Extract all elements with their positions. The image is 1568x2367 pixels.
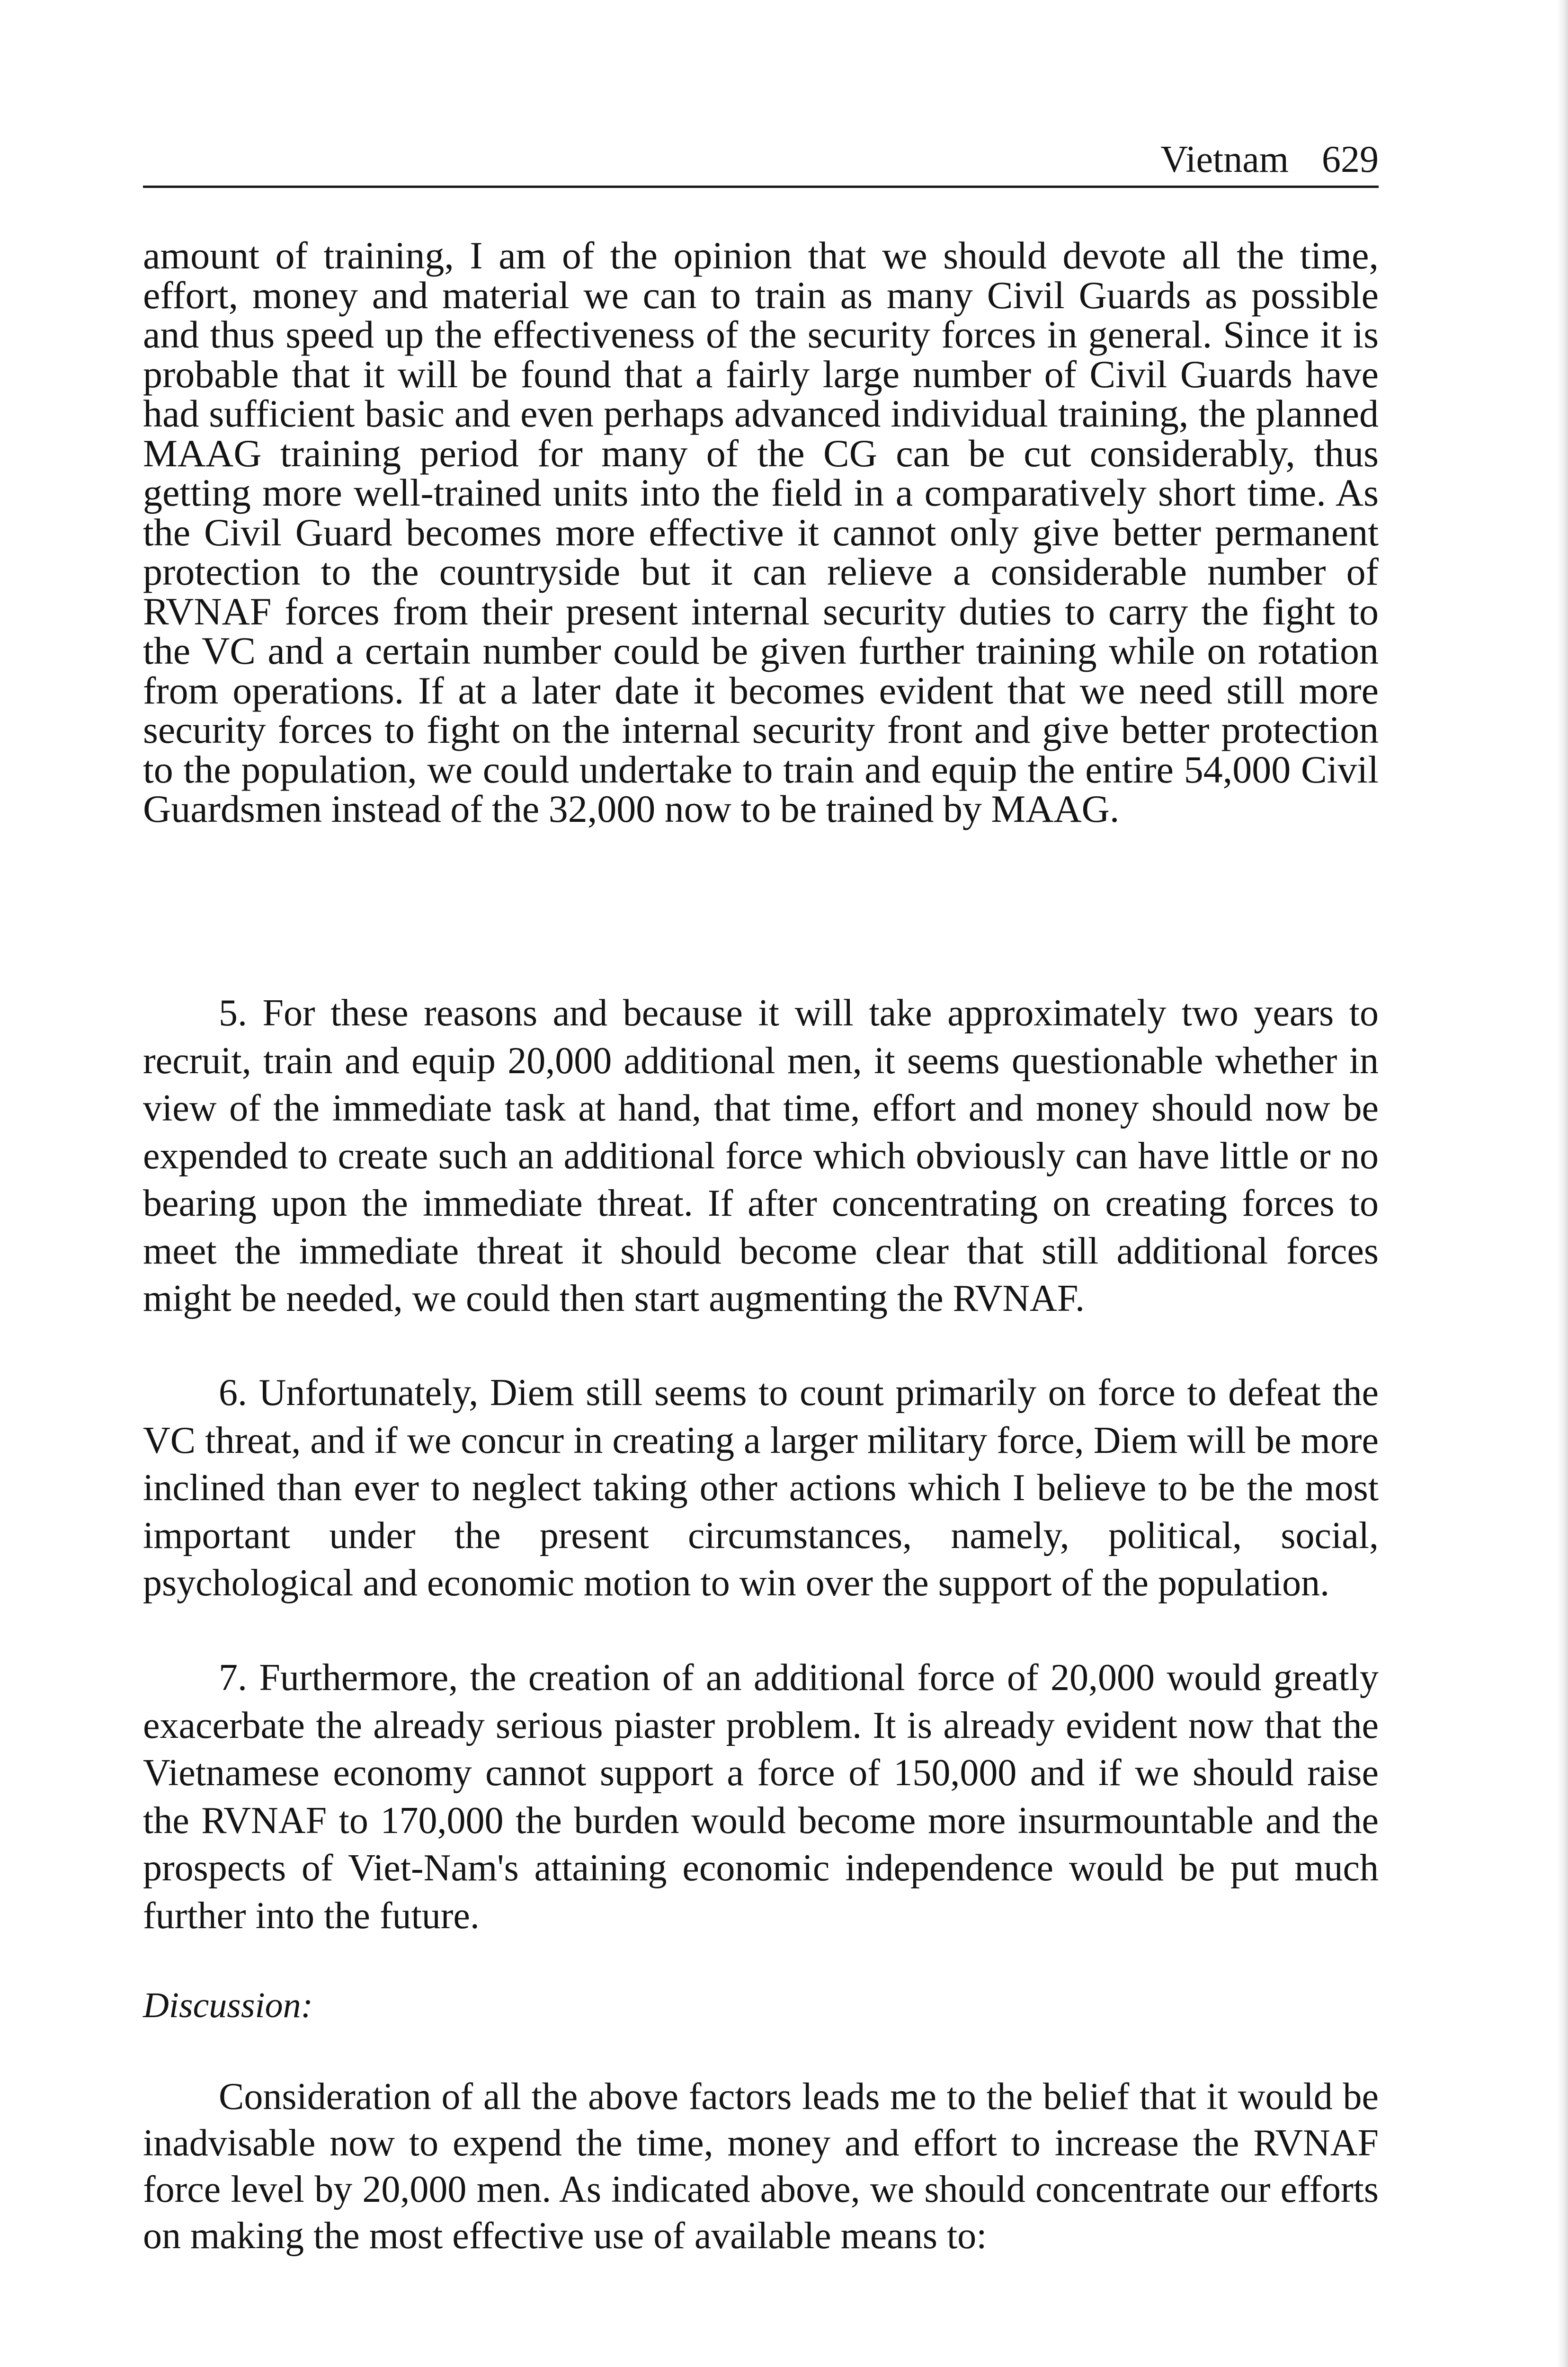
paragraph-6: 6. Unfortunately, Diem still seems to count primarily on force to defeat the VC threat, and if we concur in creating a larger military force, Diem will be more inclined than ever to neglect taking other actions which I believe to be the most important under the present circumstances, namely, political, social, psychological and economic motion to win over the support of the population.: [143, 1372, 1379, 1604]
running-head-title: Vietnam: [1160, 139, 1289, 180]
discussion-paragraph: Consideration of all the above factors leads me to the belief that it would be inadvisable now to expend the time, money and effort to increase the RVNAF force level by 20,000 men. As indicated above, we should concentrate our efforts on making the most effective use of available means to:: [143, 2076, 1379, 2257]
paragraph-7: 7. Furthermore, the creation of an additional force of 20,000 would greatly exacerbate the already serious piaster problem. It is already evident now that the Vietnamese economy cannot support a force of 150,000 and if we should raise the RVNAF to 170,000 the burden would become more insurmountable and the prospects of Viet-Nam's attaining economic independence would be put much further into the future.: [143, 1657, 1379, 1937]
page-edge-shadow: [1558, 0, 1568, 2367]
running-head: [143, 133, 1379, 188]
paragraph-5: 5. For these reasons and because it will take approximately two years to recruit, train and equip 20,000 additional men, it seems questionable whether in view of the immediate task at hand, that time, effort and money should now be expended to create such an additional force which obviously can have little or no bearing upon the immediate threat. If after concentrating on creating forces to meet the immediate threat it should become clear that still additional forces might be needed, we could then start augmenting the RVNAF.: [143, 992, 1379, 1319]
discussion-heading: Discussion:: [143, 1985, 313, 2025]
continuation-paragraph: amount of training, I am of the opinion that we should devote all the time, effort, money and material we can to train as many Civil Guards as possible and thus speed up the effectiveness of the security forces in general. Since it is probable that it will be found that a fairly large number of Civil Guards have had sufficient basic and even perhaps advanced individual training, the planned MAAG training period for many of the CG can be cut considerably, thus getting more well-trained units into the field in a comparatively short time. As the Civil Guard becomes more effective it cannot only give better permanent protection to the countryside but it can relieve a considerable number of RVNAF forces from their present internal security duties to carry the fight to the VC and a certain number could be given further training while on rotation from operations. If at a later date it becomes evident that we need still more security forces to fight on the internal security front and give better protection to the population, we could undertake to train and equip the entire 54,000 Civil Guardsmen instead of the 32,000 now to be trained by MAAG.: [143, 234, 1379, 830]
page-number: 629: [1322, 139, 1379, 180]
